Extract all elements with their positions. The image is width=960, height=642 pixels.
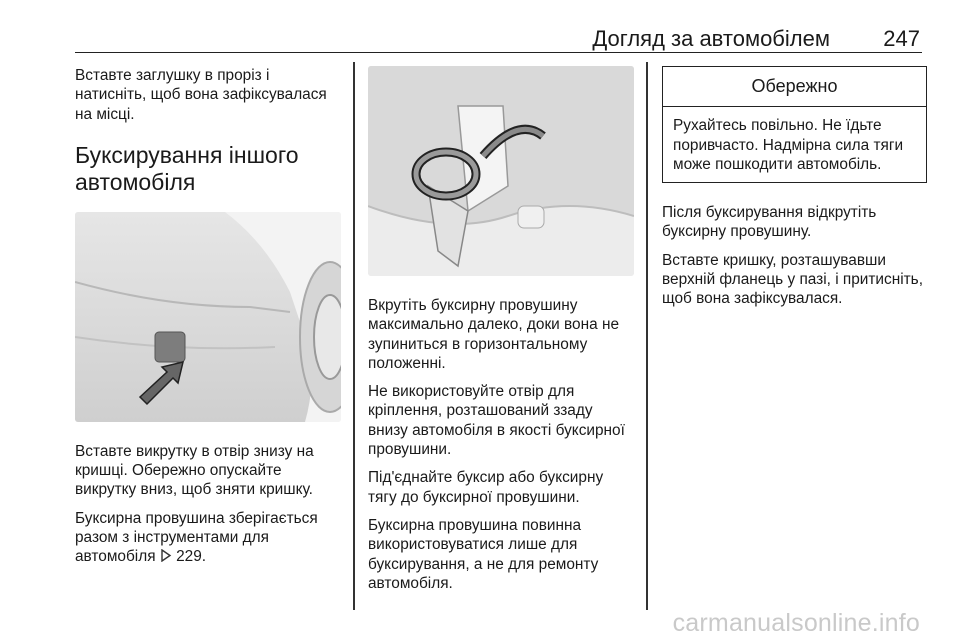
column-divider-2 bbox=[646, 62, 648, 610]
section-title: Догляд за автомобілем bbox=[592, 26, 830, 51]
intro-paragraph: Вставте заглушку в проріз і натисніть, щоб вона зафіксувалася на місці. bbox=[75, 67, 327, 123]
watermark: carmanualsonline.info bbox=[672, 609, 920, 637]
section-heading: Буксирування іншого автомобіля bbox=[75, 141, 299, 195]
column-divider bbox=[353, 62, 355, 610]
caution-title: Обережно bbox=[663, 67, 926, 107]
caution-text: Рухайтесь повільно. Не їдьте поривчасто. Надмірна сила тяги може пошкодити автомобіль. bbox=[673, 117, 904, 173]
page-header bbox=[75, 20, 922, 53]
storage-paragraph: Буксирна провушина зберігається разом з інструментами для автомобіля 229. bbox=[75, 509, 343, 568]
column-right bbox=[662, 66, 927, 318]
screw-in-paragraph: Вкрутіть буксирну провушину максимально далеко, доки вона не зупиниться в горизонтальному положенні. bbox=[368, 297, 620, 372]
reference-arrow-icon bbox=[160, 548, 172, 567]
usage-paragraph: Буксирна провушина повинна використовуватися лише для буксирування, а не для ремонту автомобіля. bbox=[368, 516, 599, 592]
towing-eye-illustration bbox=[368, 66, 634, 276]
connect-rope-paragraph: Під'єднайте буксир або буксирну тягу до буксирної провушини. bbox=[368, 469, 604, 506]
page-number: 247 bbox=[883, 26, 920, 51]
column-left bbox=[75, 66, 343, 577]
reinsert-cover-paragraph: Вставте кришку, розташувавши верхній фланець у пазі, і притисніть, щоб вона зафіксувалася. bbox=[662, 251, 923, 308]
column-middle bbox=[368, 66, 636, 602]
warning-hole-paragraph: Не використовуйте отвір для кріплення, розташований ззаду внизу автомобіля в якості буксирної провушини. bbox=[368, 383, 625, 459]
rear-bumper-illustration bbox=[75, 212, 341, 422]
caution-box bbox=[662, 66, 927, 183]
page-reference[interactable]: 229. bbox=[176, 548, 207, 566]
cover-removal-paragraph: Вставте викрутку в отвір знизу на кришці. Обережно опускайте викрутку вниз, щоб зняти кришку. bbox=[75, 442, 314, 499]
unscrew-paragraph: Після буксирування відкрутіть буксирну провушину. bbox=[662, 204, 877, 241]
